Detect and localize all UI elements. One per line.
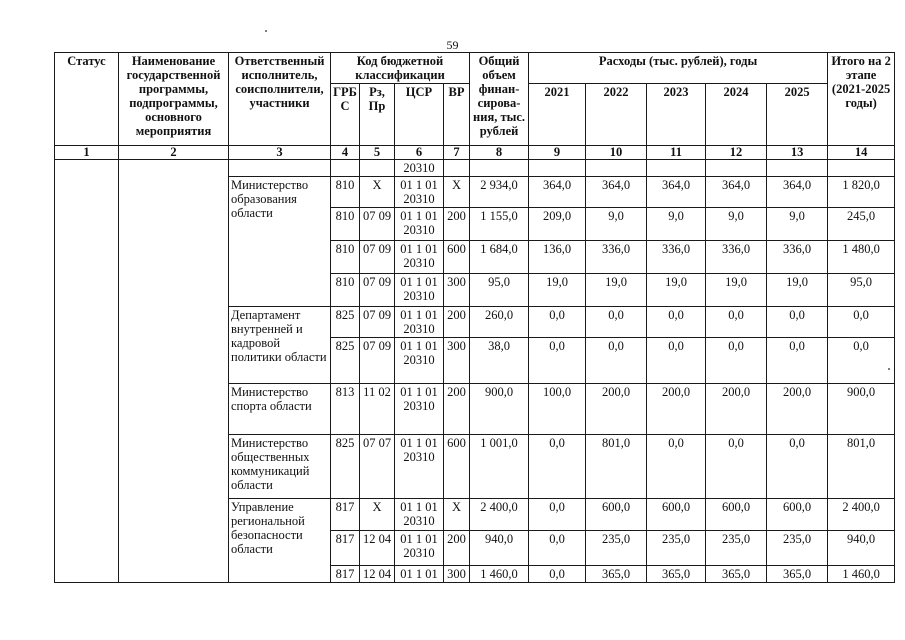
stage-total-cell — [828, 160, 895, 177]
header-budget-code: Код бюджетной классификации — [331, 53, 470, 84]
header-vr: ВР — [444, 84, 470, 146]
grbs-cell: 810 — [331, 208, 360, 241]
header-year-2023: 2023 — [647, 84, 706, 146]
vr-cell: 200 — [444, 531, 470, 566]
year-value-cell: 0,0 — [706, 435, 767, 499]
year-value-cell: 0,0 — [529, 566, 586, 583]
stage-total-cell: 2 400,0 — [828, 499, 895, 531]
total-volume-cell: 1 155,0 — [470, 208, 529, 241]
csr-code-line2: 20310 — [403, 353, 435, 367]
year-value-cell: 336,0 — [706, 241, 767, 274]
year-value-cell: 235,0 — [586, 531, 647, 566]
header-year-2024: 2024 — [706, 84, 767, 146]
csr-code-line2: 20310 — [403, 546, 435, 560]
header-year-2022: 2022 — [586, 84, 647, 146]
grbs-cell — [331, 160, 360, 177]
year-value-cell: 136,0 — [529, 241, 586, 274]
stage-total-cell: 801,0 — [828, 435, 895, 499]
rz-cell: 12 04 — [360, 566, 395, 583]
year-value-cell: 364,0 — [767, 177, 828, 208]
year-value-cell: 0,0 — [706, 307, 767, 338]
header-grbs: ГРБ С — [331, 84, 360, 146]
total-volume-cell: 260,0 — [470, 307, 529, 338]
header-year-2025: 2025 — [767, 84, 828, 146]
total-volume-cell: 2 400,0 — [470, 499, 529, 531]
year-value-cell: 19,0 — [706, 274, 767, 307]
csr-code-line1: 01 1 01 — [400, 500, 438, 514]
grbs-cell: 813 — [331, 384, 360, 435]
year-value-cell: 9,0 — [767, 208, 828, 241]
csr-code-line1: 01 1 01 — [400, 532, 438, 546]
csr-code-line1: 01 1 01 — [400, 178, 438, 192]
rz-cell: 07 09 — [360, 241, 395, 274]
year-value-cell: 0,0 — [529, 338, 586, 384]
year-value-cell: 200,0 — [767, 384, 828, 435]
total-volume-cell — [470, 160, 529, 177]
column-number: 4 — [331, 146, 360, 160]
csr-code-line2: 20310 — [403, 223, 435, 237]
column-number: 9 — [529, 146, 586, 160]
column-number: 1 — [55, 146, 119, 160]
year-value-cell: 0,0 — [767, 338, 828, 384]
header-csr: ЦСР — [395, 84, 444, 146]
vr-cell: 200 — [444, 208, 470, 241]
csr-code-line1: 01 1 01 — [400, 308, 438, 322]
csr-code-line1: 01 1 01 — [400, 436, 438, 450]
year-value-cell: 235,0 — [706, 531, 767, 566]
rz-cell: Х — [360, 499, 395, 531]
total-volume-cell: 38,0 — [470, 338, 529, 384]
program-name-cell — [119, 160, 229, 583]
grbs-cell: 817 — [331, 499, 360, 531]
header-expenses: Расходы (тыс. рублей), годы — [529, 53, 828, 84]
year-value-cell: 0,0 — [529, 531, 586, 566]
csr-code-line2: 20310 — [403, 514, 435, 528]
year-value-cell: 100,0 — [529, 384, 586, 435]
year-value-cell: 600,0 — [767, 499, 828, 531]
scan-speck — [265, 30, 267, 32]
csr-code-line2: 20310 — [403, 399, 435, 413]
year-value-cell: 0,0 — [586, 338, 647, 384]
table-header — [55, 53, 895, 146]
year-value-cell: 235,0 — [647, 531, 706, 566]
total-volume-cell: 900,0 — [470, 384, 529, 435]
rz-cell: Х — [360, 177, 395, 208]
rz-cell: 07 09 — [360, 338, 395, 384]
status-cell — [55, 160, 119, 583]
vr-cell: 200 — [444, 307, 470, 338]
executor-cell: Министерство спорта области — [229, 384, 331, 435]
year-value-cell: 19,0 — [767, 274, 828, 307]
year-value-cell — [647, 160, 706, 177]
stage-total-cell: 245,0 — [828, 208, 895, 241]
grbs-cell: 825 — [331, 338, 360, 384]
stage-total-cell: 940,0 — [828, 531, 895, 566]
budget-table — [54, 52, 895, 583]
executor-cell — [229, 160, 331, 177]
csr-code-line1: 01 1 01 — [400, 242, 438, 256]
rz-cell: 11 02 — [360, 384, 395, 435]
grbs-cell: 817 — [331, 566, 360, 583]
column-number: 10 — [586, 146, 647, 160]
vr-cell: 300 — [444, 566, 470, 583]
header-stage-total: Итого на 2 этапе (2021-2025 годы) — [828, 53, 895, 146]
vr-cell: 200 — [444, 384, 470, 435]
rz-cell — [360, 160, 395, 177]
year-value-cell: 365,0 — [706, 566, 767, 583]
csr-code-line1: 01 1 01 — [400, 385, 438, 399]
year-value-cell: 0,0 — [706, 338, 767, 384]
year-value-cell: 365,0 — [647, 566, 706, 583]
column-number: 3 — [229, 146, 331, 160]
column-number: 8 — [470, 146, 529, 160]
year-value-cell: 200,0 — [586, 384, 647, 435]
vr-cell: 300 — [444, 274, 470, 307]
header-rz: Рз, Пр — [360, 84, 395, 146]
stage-total-cell: 0,0 — [828, 307, 895, 338]
stage-total-cell: 0,0 — [828, 338, 895, 384]
total-volume-cell: 1 460,0 — [470, 566, 529, 583]
year-value-cell: 365,0 — [586, 566, 647, 583]
csr-code-line1: 01 1 01 — [400, 567, 438, 581]
column-number: 12 — [706, 146, 767, 160]
header-status: Статус — [55, 53, 119, 146]
rz-cell: 07 09 — [360, 208, 395, 241]
csr-cell — [395, 435, 444, 499]
column-number: 2 — [119, 146, 229, 160]
header-name: Наименование государственной программы, подпрограммы, основного мероприятия — [119, 53, 229, 146]
csr-cell — [395, 338, 444, 384]
year-value-cell: 801,0 — [586, 435, 647, 499]
year-value-cell: 0,0 — [647, 338, 706, 384]
csr-cell — [395, 160, 444, 177]
executor-cell: Министерство образования области — [229, 177, 331, 307]
year-value-cell: 365,0 — [767, 566, 828, 583]
csr-code-line1: 01 1 01 — [400, 209, 438, 223]
stage-total-cell: 95,0 — [828, 274, 895, 307]
csr-cell — [395, 208, 444, 241]
total-volume-cell: 1 684,0 — [470, 241, 529, 274]
csr-cell — [395, 241, 444, 274]
year-value-cell — [529, 160, 586, 177]
header-year-2021: 2021 — [529, 84, 586, 146]
stage-total-cell: 1 480,0 — [828, 241, 895, 274]
header-total-volume: Общий объем финан-сирова-ния, тыс. рублей — [470, 53, 529, 146]
year-value-cell: 209,0 — [529, 208, 586, 241]
year-value-cell: 364,0 — [586, 177, 647, 208]
column-number: 14 — [828, 146, 895, 160]
grbs-cell: 810 — [331, 241, 360, 274]
executor-cell: Министерство общественных коммуникаций области — [229, 435, 331, 499]
year-value-cell: 235,0 — [767, 531, 828, 566]
csr-code-line2: 20310 — [403, 322, 435, 336]
executor-cell: Управление региональной безопасности области — [229, 499, 331, 583]
vr-cell: Х — [444, 499, 470, 531]
stage-total-cell: 1 820,0 — [828, 177, 895, 208]
total-volume-cell: 95,0 — [470, 274, 529, 307]
year-value-cell: 200,0 — [706, 384, 767, 435]
csr-cell — [395, 274, 444, 307]
csr-code-line2: 20310 — [403, 289, 435, 303]
csr-code-line2: 20310 — [403, 161, 435, 175]
csr-cell — [395, 566, 444, 583]
vr-cell: Х — [444, 177, 470, 208]
column-number: 6 — [395, 146, 444, 160]
table-body — [55, 146, 895, 583]
year-value-cell: 600,0 — [647, 499, 706, 531]
grbs-cell: 810 — [331, 274, 360, 307]
year-value-cell: 9,0 — [586, 208, 647, 241]
year-value-cell: 600,0 — [586, 499, 647, 531]
column-number: 5 — [360, 146, 395, 160]
column-number: 13 — [767, 146, 828, 160]
column-number: 11 — [647, 146, 706, 160]
total-volume-cell: 2 934,0 — [470, 177, 529, 208]
csr-code-line2: 20310 — [403, 256, 435, 270]
year-value-cell: 0,0 — [529, 307, 586, 338]
year-value-cell: 0,0 — [529, 435, 586, 499]
rz-cell: 07 07 — [360, 435, 395, 499]
csr-cell — [395, 307, 444, 338]
rz-cell: 12 04 — [360, 531, 395, 566]
grbs-cell: 825 — [331, 435, 360, 499]
csr-cell — [395, 177, 444, 208]
csr-code-line1: 01 1 01 — [400, 275, 438, 289]
year-value-cell: 336,0 — [647, 241, 706, 274]
total-volume-cell: 1 001,0 — [470, 435, 529, 499]
grbs-cell: 817 — [331, 531, 360, 566]
year-value-cell: 600,0 — [706, 499, 767, 531]
continuation-row — [55, 160, 895, 177]
column-number-row — [55, 146, 895, 160]
year-value-cell: 200,0 — [647, 384, 706, 435]
csr-cell — [395, 531, 444, 566]
stage-total-cell: 900,0 — [828, 384, 895, 435]
rz-cell: 07 09 — [360, 307, 395, 338]
year-value-cell: 364,0 — [706, 177, 767, 208]
year-value-cell: 336,0 — [767, 241, 828, 274]
year-value-cell: 336,0 — [586, 241, 647, 274]
year-value-cell: 19,0 — [529, 274, 586, 307]
year-value-cell: 364,0 — [647, 177, 706, 208]
csr-code-line2: 20310 — [403, 192, 435, 206]
year-value-cell: 364,0 — [529, 177, 586, 208]
year-value-cell — [706, 160, 767, 177]
csr-code-line2: 20310 — [403, 450, 435, 464]
vr-cell: 300 — [444, 338, 470, 384]
year-value-cell: 19,0 — [647, 274, 706, 307]
rz-cell: 07 09 — [360, 274, 395, 307]
vr-cell — [444, 160, 470, 177]
csr-code-line1: 01 1 01 — [400, 339, 438, 353]
year-value-cell: 0,0 — [767, 435, 828, 499]
total-volume-cell: 940,0 — [470, 531, 529, 566]
csr-cell — [395, 384, 444, 435]
executor-cell: Департамент внутренней и кадровой политики области — [229, 307, 331, 384]
year-value-cell: 0,0 — [529, 499, 586, 531]
year-value-cell: 0,0 — [767, 307, 828, 338]
grbs-cell: 825 — [331, 307, 360, 338]
year-value-cell: 9,0 — [706, 208, 767, 241]
grbs-cell: 810 — [331, 177, 360, 208]
year-value-cell: 0,0 — [647, 307, 706, 338]
stage-total-cell: 1 460,0 — [828, 566, 895, 583]
vr-cell: 600 — [444, 241, 470, 274]
page-number: 59 — [446, 38, 459, 52]
year-value-cell: 0,0 — [647, 435, 706, 499]
year-value-cell: 0,0 — [586, 307, 647, 338]
year-value-cell — [586, 160, 647, 177]
year-value-cell — [767, 160, 828, 177]
vr-cell: 600 — [444, 435, 470, 499]
column-number: 7 — [444, 146, 470, 160]
year-value-cell: 19,0 — [586, 274, 647, 307]
header-executor: Ответственный исполнитель, соисполнители, участники — [229, 53, 331, 146]
csr-cell — [395, 499, 444, 531]
year-value-cell: 9,0 — [647, 208, 706, 241]
